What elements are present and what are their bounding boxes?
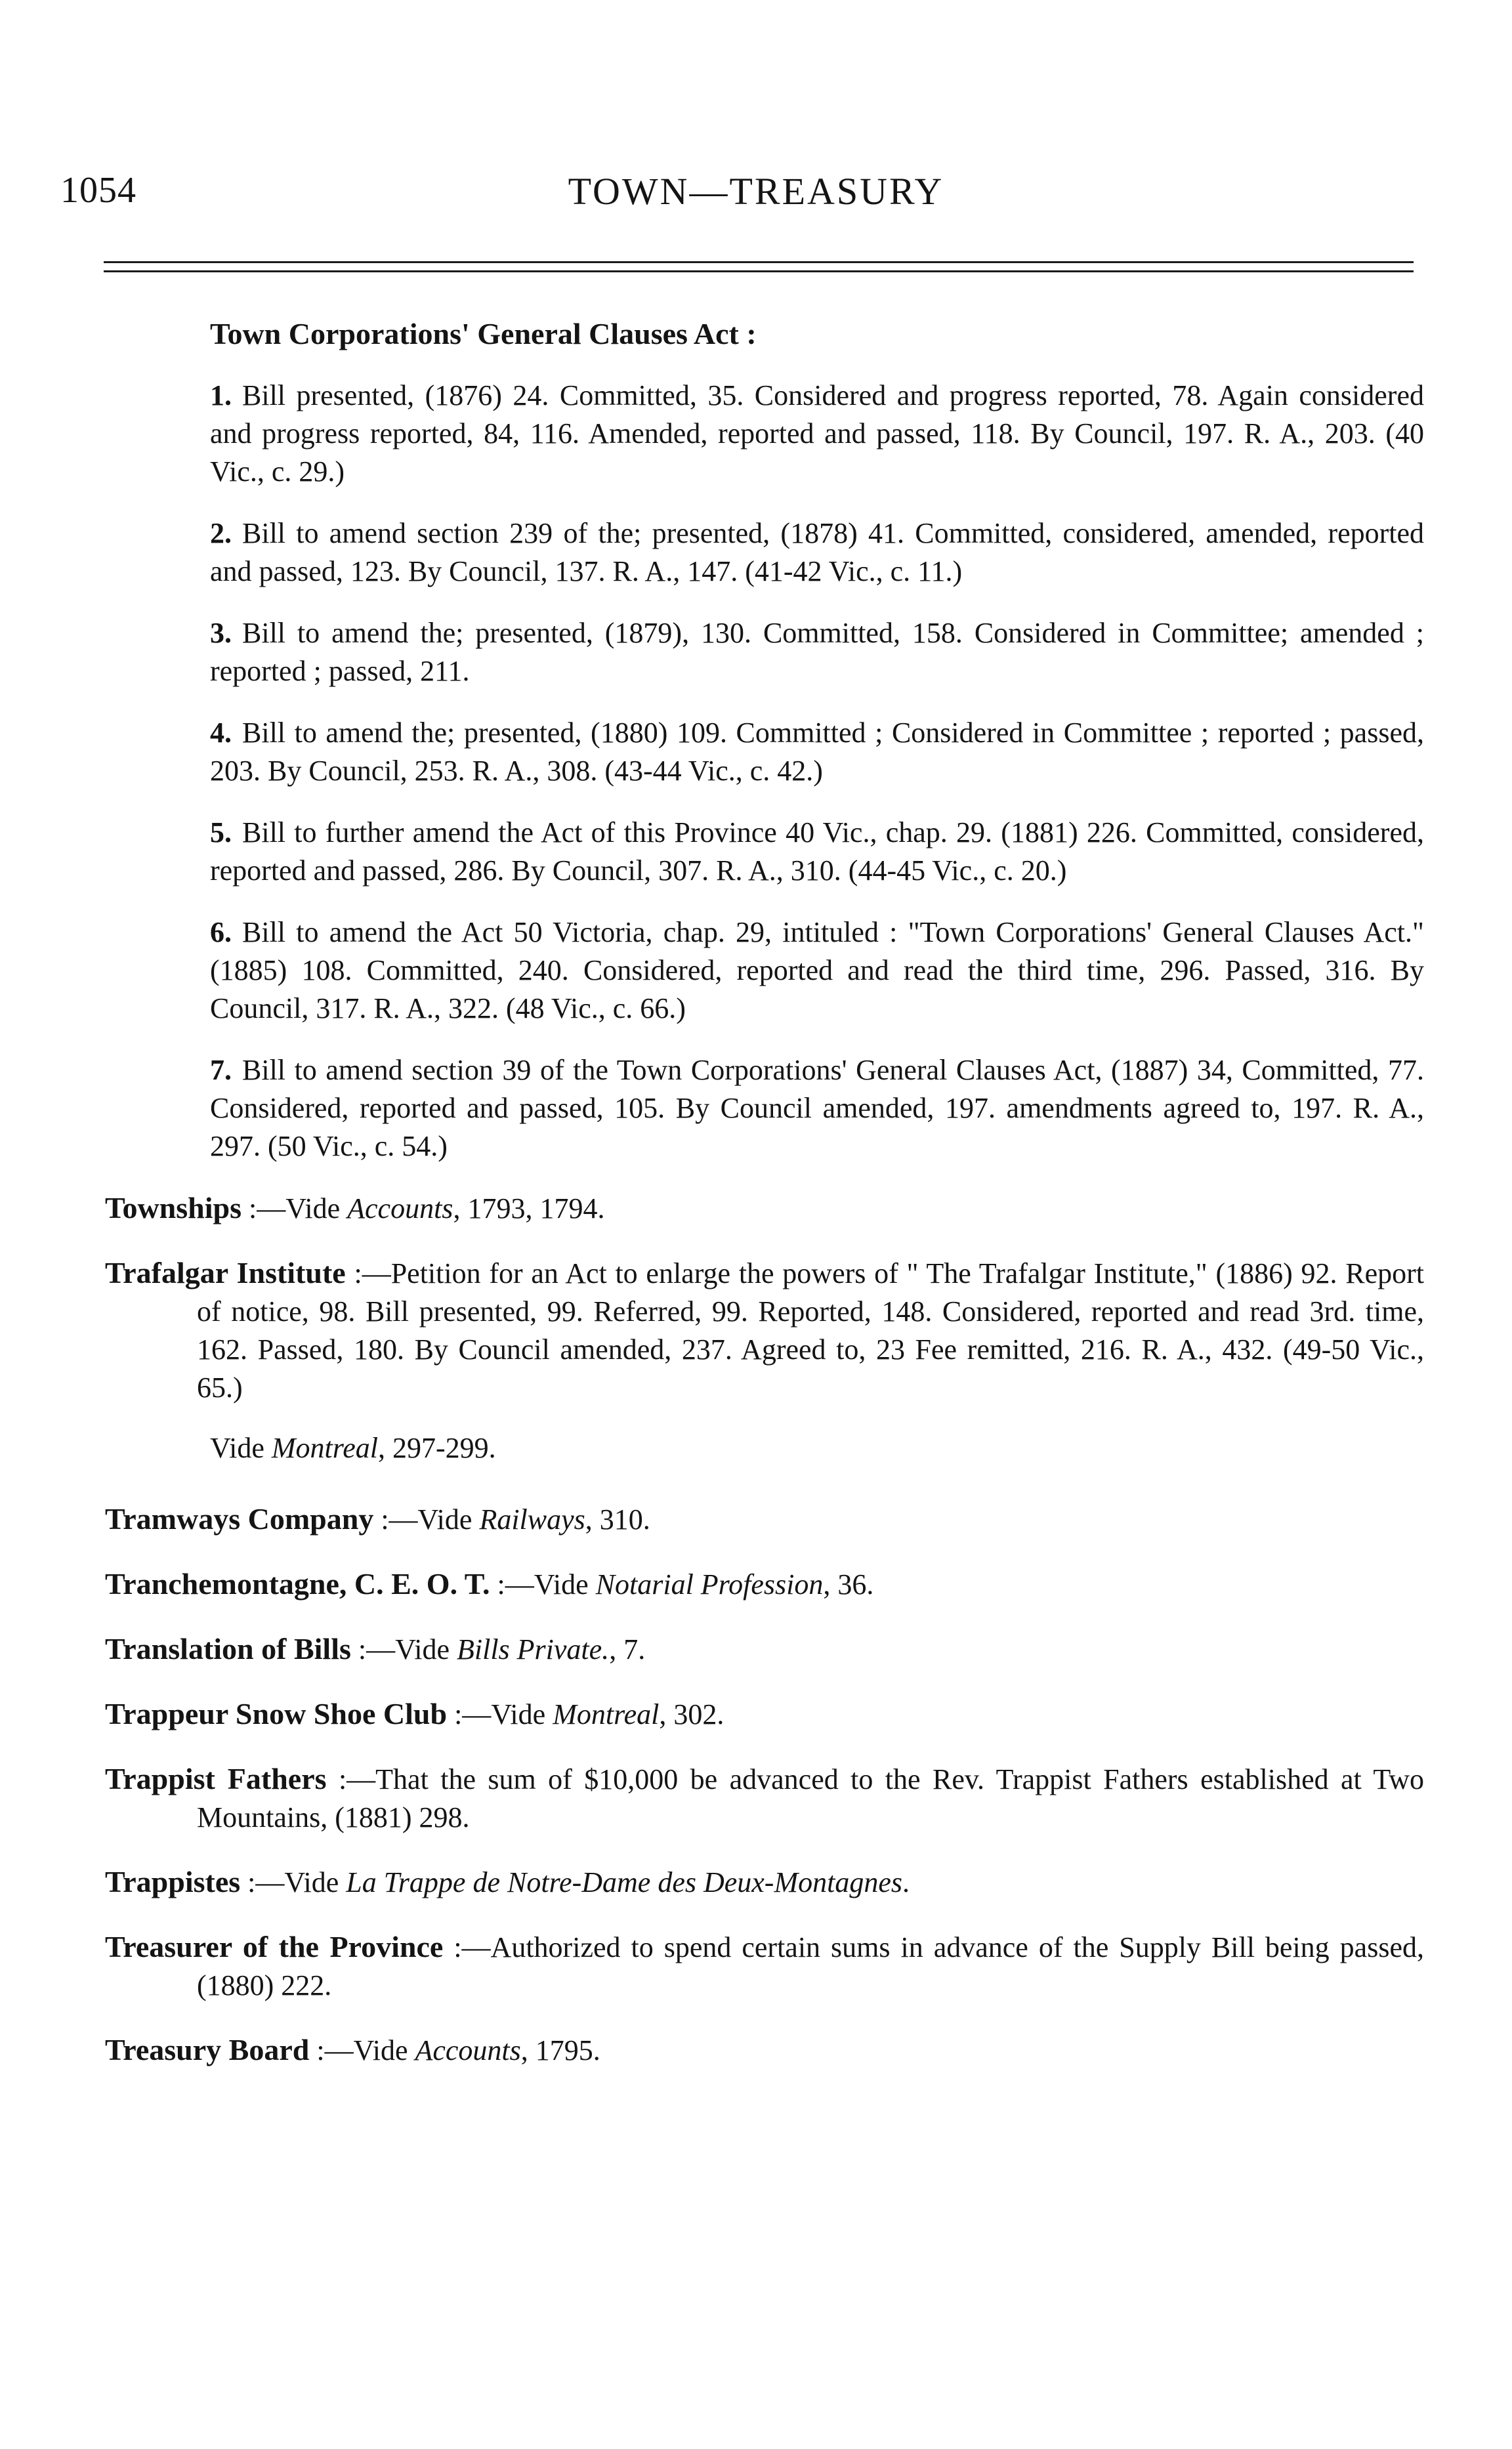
- entry-pages: , 310.: [585, 1503, 650, 1536]
- entry-vide-prefix: :—Vide: [240, 1866, 346, 1898]
- sub-entry-text: Bill to further amend the Act of this Province 40 Vic., chap. 29. (1881) 226. Committed, considered, reported and passed, 286. By Council, 307. R. A., 310. (44-45 Vic., c. 20.): [210, 816, 1424, 887]
- page-number: 1054: [60, 170, 136, 211]
- entry-reference: Notarial Profession: [595, 1568, 824, 1601]
- entry-trappist-fathers: [105, 1760, 1424, 1837]
- entry-vide-prefix: :—Vide: [373, 1503, 480, 1536]
- sub-entry-2: [210, 514, 1424, 591]
- entry-reference: Montreal: [553, 1698, 660, 1730]
- entry-trappistes: [105, 1863, 1424, 1902]
- index-content: [105, 315, 1424, 2096]
- entry-heading: Treasurer of the Province: [105, 1930, 444, 1963]
- sub-entry-number: 1.: [210, 379, 232, 411]
- entry-reference: Accounts: [347, 1192, 453, 1224]
- sub-entry-number: 2.: [210, 517, 232, 549]
- entry-translation-of-bills: [105, 1630, 1424, 1669]
- entry-vide-prefix: :—Vide: [242, 1192, 348, 1224]
- vide-reference: Montreal: [271, 1432, 379, 1464]
- sub-entry-7: [210, 1051, 1424, 1165]
- entry-heading: Treasury Board: [105, 2033, 310, 2066]
- entry-treasury-board: [105, 2031, 1424, 2070]
- entry-tramways-company: [105, 1500, 1424, 1539]
- sub-entry-5: [210, 814, 1424, 890]
- header-rule-bottom: [104, 270, 1414, 272]
- sub-entry-number: 4.: [210, 717, 232, 749]
- sub-entry-text: Bill to amend the; presented, (1879), 130. Committed, 158. Considered in Committee; amended ; reported ; passed, 211.: [210, 617, 1424, 687]
- entry-reference: La Trappe de Notre-Dame des Deux-Montagnes: [346, 1866, 902, 1898]
- entry-heading: Translation of Bills: [105, 1632, 351, 1665]
- entry-vide-prefix: :—Vide: [350, 1633, 457, 1665]
- entry-trafalgar-vide: [210, 1429, 1424, 1467]
- entry-tranchemontagne: [105, 1565, 1424, 1604]
- entry-heading: Tramways Company: [105, 1502, 374, 1536]
- entry-vide-prefix: :—Vide: [309, 2034, 415, 2066]
- entry-text: :—Authorized to spend certain sums in advance of the Supply Bill being passed, (1880) 222.: [197, 1931, 1424, 2001]
- entry-pages: , 7.: [609, 1633, 646, 1665]
- section-title: Town Corporations' General Clauses Act :: [210, 317, 757, 350]
- entry-pages: , 36.: [823, 1568, 874, 1601]
- entry-text: :—Petition for an Act to enlarge the powers of " The Trafalgar Institute," (1886) 92. Report of notice, 98. Bill presented, 99. Referred, 99. Reported, 148. Considered, reported and read 3rd. time, 162. Passed, 180. By Council amended, 237. Agreed to, 23 Fee remitted, 216. R. A., 432. (49-50 Vic., 65.): [197, 1257, 1424, 1404]
- sub-entry-text: Bill to amend section 39 of the Town Corporations' General Clauses Act, (1887) 34, Committed, 77. Considered, reported and passed, 105. By Council amended, 197. amendments agreed to, 197. R. A., 297. (50 Vic., c. 54.): [210, 1054, 1424, 1162]
- entry-vide-prefix: :—Vide: [490, 1568, 596, 1601]
- sub-entry-4: [210, 714, 1424, 790]
- running-head: TOWN—TREASURY: [568, 170, 944, 213]
- entry-vide-prefix: :—Vide: [447, 1698, 553, 1730]
- entry-pages: , 1795.: [520, 2034, 600, 2066]
- sub-entry-1: [210, 377, 1424, 491]
- sub-entry-text: Bill presented, (1876) 24. Committed, 35. Considered and progress reported, 78. Again considered and progress reported, 84, 116. Amended, reported and passed, 118. By Council, 197. R. A., 203. (40 Vic., c. 29.): [210, 379, 1424, 488]
- entry-heading: Trafalgar Institute: [105, 1256, 346, 1289]
- sub-entry-3: [210, 614, 1424, 690]
- entry-heading: Trappist Fathers: [105, 1762, 327, 1795]
- sub-entry-6: [210, 913, 1424, 1028]
- entry-heading: Tranchemontagne, C. E. O. T.: [105, 1567, 490, 1601]
- entry-trappeur-snow-shoe-club: [105, 1695, 1424, 1734]
- sub-entry-number: 7.: [210, 1054, 232, 1086]
- sub-entry-text: Bill to amend the Act 50 Victoria, chap. 29, intituled : "Town Corporations' General Clauses Act." (1885) 108. Committed, 240. Considered, reported and read the third time, 296. Passed, 316. By Council, 317. R. A., 322. (48 Vic., c. 66.): [210, 916, 1424, 1024]
- entry-pages: , 1793, 1794.: [453, 1192, 605, 1224]
- sub-entry-number: 6.: [210, 916, 232, 948]
- sub-entry-number: 5.: [210, 816, 232, 848]
- header-rule-top: [104, 261, 1414, 263]
- entry-treasurer-of-the-province: [105, 1928, 1424, 2005]
- entry-reference: Accounts: [415, 2034, 521, 2066]
- sub-entry-text: Bill to amend section 239 of the; presented, (1878) 41. Committed, considered, amended, reported and passed, 123. By Council, 137. R. A., 147. (41-42 Vic., c. 11.): [210, 517, 1424, 587]
- entry-heading: Trappistes: [105, 1865, 241, 1898]
- entry-trafalgar-institute: [105, 1254, 1424, 1407]
- entry-heading: Townships: [105, 1191, 242, 1224]
- vide-pages: , 297-299.: [378, 1432, 496, 1464]
- entry-reference: Bills Private.: [457, 1633, 610, 1665]
- sub-entry-text: Bill to amend the; presented, (1880) 109. Committed ; Considered in Committee ; reported ; passed, 203. By Council, 253. R. A., 308. (43-44 Vic., c. 42.): [210, 717, 1424, 787]
- entry-pages: , 302.: [659, 1698, 724, 1730]
- entry-text: :—That the sum of $10,000 be advanced to the Rev. Trappist Fathers established at Two Mountains, (1881) 298.: [197, 1763, 1424, 1833]
- vide-prefix: Vide: [210, 1432, 272, 1464]
- sub-entry-number: 3.: [210, 617, 232, 649]
- entry-pages: .: [902, 1866, 910, 1898]
- entry-heading: Trappeur Snow Shoe Club: [105, 1697, 448, 1730]
- entry-townships: [105, 1189, 1424, 1228]
- entry-reference: Railways: [479, 1503, 585, 1536]
